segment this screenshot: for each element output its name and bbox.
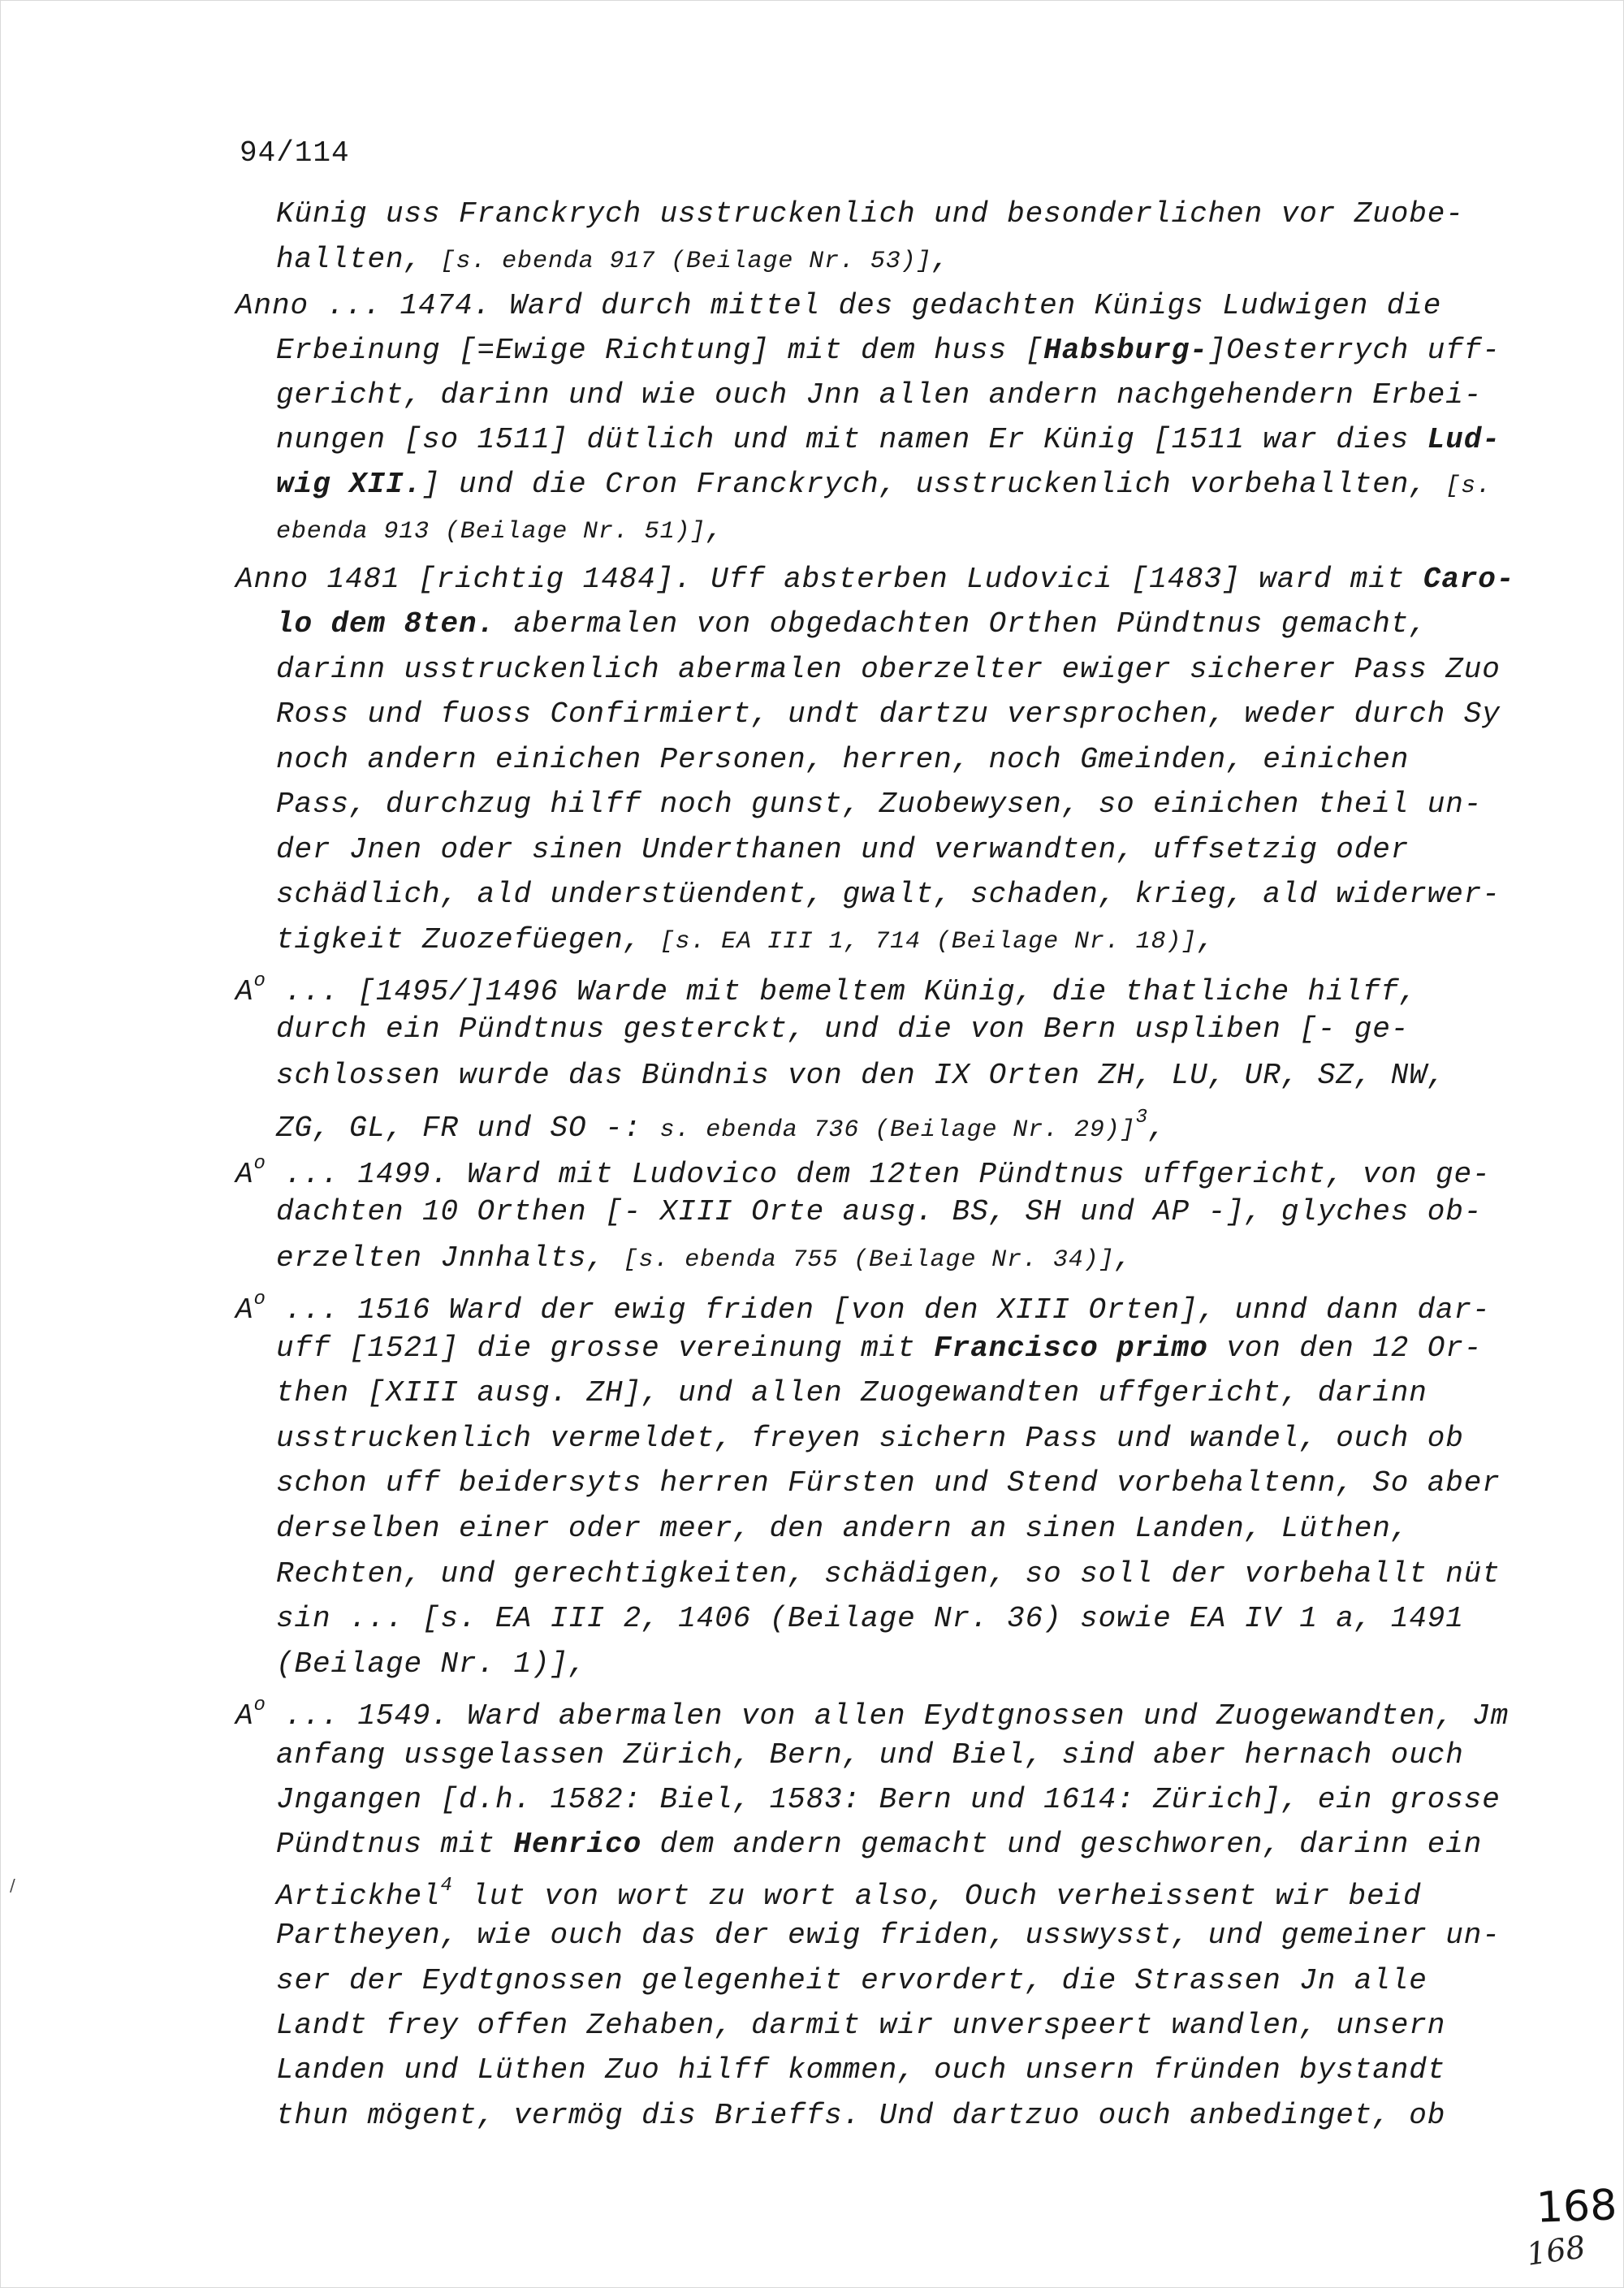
text-line [276, 1963, 1427, 1999]
text-segment: anfang ussgelassen Zürich, Bern, und Biel, sind aber hernach ouch [276, 1738, 1464, 1772]
text-segment: Erbeinung [=Ewige Richtung] mit dem huss [ [276, 334, 1044, 367]
text-line [276, 1466, 1501, 1501]
text-line [276, 697, 1501, 732]
text-segment: [s. EA III 1, 714 (Beilage Nr. 18)] [659, 928, 1198, 956]
text-segment: ... 1549. Ward abermalen von allen Eydtgnossen und Zuogewandten, Jm [266, 1699, 1510, 1733]
text-line [276, 1511, 1409, 1547]
text-segment: A [235, 975, 254, 1008]
text-segment: erzelten Jnnhalts, [276, 1241, 624, 1275]
text-segment: ] und die Cron Franckrych, usstruckenlich vorbehallten, [422, 468, 1446, 501]
text-segment: ebenda 913 (Beilage Nr. 51)] [276, 518, 706, 546]
text-line [276, 1241, 1133, 1278]
stamped-page-number: 168 [1535, 2181, 1618, 2233]
text-line [276, 242, 950, 279]
text-segment: , [931, 243, 950, 276]
text-segment: noch andern einichen Personen, herren, noch Gmeinden, einichen [276, 743, 1410, 776]
text-segment: ... 1499. Ward mit Ludovico dem 12ten Pündtnus uffgericht, von ge- [266, 1158, 1491, 1191]
bold-segment: Lud- [1427, 423, 1501, 456]
text-segment: durch ein Pündtnus gesterckt, und die von Bern uspliben [- ge- [276, 1012, 1410, 1046]
text-line [276, 2053, 1445, 2088]
text-segment: ... 1516 Ward der ewig friden [von den XIII Orten], unnd dann dar- [266, 1293, 1491, 1327]
superscript: 4 [440, 1875, 453, 1897]
text-line [276, 422, 1501, 458]
text-segment: , [1147, 1112, 1167, 1145]
text-segment: [s. ebenda 917 (Beilage Nr. 53)] [440, 248, 932, 275]
text-line [276, 1331, 1482, 1366]
text-segment: lut von wort zu wort also, Ouch verheissent wir beid [452, 1880, 1422, 1913]
text-segment: dachten 10 Orthen [- XIII Orte ausg. BS, SH und AP -], glyches ob- [276, 1195, 1483, 1228]
text-segment: darinn usstruckenlich abermalen oberzelter ewiger sicherer Pass Zuo [276, 653, 1501, 686]
text-segment: sin ... [s. EA III 2, 1406 (Beilage Nr. 36) sowie EA IV 1 a, 1491 [276, 1602, 1464, 1635]
text-segment: , [1114, 1241, 1133, 1275]
page-reference: 94/114 [240, 136, 350, 170]
text-segment: derselben einer oder meer, den andern an sinen Landen, Lüthen, [276, 1512, 1410, 1545]
text-segment: Anno ... 1474. Ward durch mittel des gedachten Künigs Ludwigen die [235, 289, 1442, 322]
bold-segment: Henrico [513, 1828, 642, 1861]
text-line [276, 1194, 1482, 1230]
text-line [276, 1012, 1409, 1047]
text-segment: [s. [1445, 473, 1492, 500]
text-line [276, 787, 1482, 822]
text-segment: nungen [so 1511] dütlich und mit namen Er Künig [1511 war dies [276, 423, 1427, 456]
text-line [235, 562, 1514, 598]
text-line [276, 467, 1492, 504]
text-line [235, 288, 1441, 324]
text-line [276, 922, 1216, 960]
text-line [276, 512, 724, 550]
bold-segment: Habsburg- [1043, 334, 1208, 367]
text-segment: schon uff beidersyts herren Fürsten und Stend vorbehaltenn, So aber [276, 1466, 1501, 1500]
text-segment: Landt frey offen Zehaben, darmit wir unverspeert wandlen, unsern [276, 2009, 1446, 2042]
margin-mark: / [10, 1876, 15, 1895]
text-segment: Anno 1481 [richtig 1484]. Uff absterben Ludovici [1483] ward mit [235, 563, 1423, 596]
bold-segment: Francisco primo [934, 1332, 1208, 1365]
text-line [276, 378, 1482, 413]
text-line [276, 196, 1464, 232]
text-line [276, 1827, 1482, 1863]
text-line [276, 652, 1501, 688]
text-segment: der Jnen oder sinen Underthanen und verwandten, uffsetzig oder [276, 833, 1410, 866]
text-segment: Jngangen [d.h. 1582: Biel, 1583: Bern und 1614: Zürich], ein grosse [276, 1783, 1501, 1816]
text-segment: ser der Eydtgnossen gelegenheit ervordert, die Strassen Jn alle [276, 1964, 1427, 1997]
text-segment: Rechten, und gerechtigkeiten, schädigen, so soll der vorbehallt nüt [276, 1557, 1501, 1591]
text-line [235, 1691, 1509, 1734]
text-segment: tigkeit Zuozefüegen, [276, 923, 660, 956]
text-segment: A [235, 1158, 254, 1191]
text-segment: usstruckenlich vermeldet, freyen sichern Pass und wandel, ouch ob [276, 1422, 1464, 1455]
text-line [235, 1150, 1491, 1193]
text-segment: Pass, durchzug hilff noch gunst, Zuobewysen, so einichen theil un- [276, 788, 1483, 821]
text-segment: A [235, 1293, 254, 1327]
superscript: o [253, 1694, 266, 1716]
text-line [276, 2008, 1445, 2044]
text-segment: (Beilage Nr. 1)], [276, 1647, 587, 1681]
text-segment: dem andern gemacht und geschworen, darinn ein [641, 1828, 1483, 1861]
text-line [276, 333, 1501, 369]
text-line [276, 1375, 1427, 1411]
text-segment: hallten, [276, 243, 441, 276]
text-segment: Ross und fuoss Confirmiert, undt dartzu versprochen, weder durch Sy [276, 697, 1501, 731]
text-line [235, 967, 1418, 1010]
text-line [276, 1782, 1501, 1818]
text-segment: [s. ebenda 755 (Beilage Nr. 34)] [623, 1246, 1115, 1274]
bold-segment: wig XII. [276, 468, 423, 501]
text-segment: Landen und Lüthen Zuo hilff kommen, ouch unsern fründen bystandt [276, 2053, 1446, 2087]
text-segment: , [1197, 923, 1216, 956]
text-segment: schädlich, ald understüendent, gwalt, schaden, krieg, ald widerwer- [276, 878, 1501, 911]
text-segment: ZG, GL, FR und SO -: [276, 1112, 660, 1145]
text-segment: Pündtnus mit [276, 1828, 514, 1861]
text-line [276, 2098, 1445, 2134]
text-segment: ... [1495/]1496 Warde mit bemeltem Künig, die thatliche hilff, [266, 975, 1418, 1008]
text-segment: thun mögent, vermög dis Brieffs. Und dartzuo ouch anbedinget, ob [276, 2099, 1446, 2132]
text-segment: , [706, 513, 724, 546]
text-line [276, 1058, 1445, 1094]
superscript: o [253, 970, 266, 992]
bold-segment: Caro- [1423, 563, 1515, 596]
text-segment: gericht, darinn und wie ouch Jnn allen andern nachgehendern Erbei- [276, 378, 1483, 412]
text-segment: uff [1521] die grosse vereinung mit [276, 1332, 935, 1365]
text-segment: schlossen wurde das Bündnis von den IX Orten ZH, LU, UR, SZ, NW, [276, 1059, 1446, 1092]
superscript: 3 [1135, 1107, 1148, 1129]
superscript: o [253, 1289, 266, 1310]
text-line [276, 607, 1427, 642]
text-segment: abermalen von obgedachten Orthen Pündtnus gemacht, [495, 607, 1427, 641]
text-line [276, 877, 1501, 913]
text-line [276, 742, 1409, 778]
text-line [276, 1601, 1464, 1637]
text-segment: von den 12 Or- [1207, 1332, 1483, 1365]
text-segment: s. ebenda 736 (Beilage Nr. 29)] [659, 1116, 1136, 1144]
text-line [276, 1918, 1501, 1953]
text-segment: then [XIII ausg. ZH], und allen Zuogewandten uffgericht, darinn [276, 1376, 1427, 1409]
text-segment: Partheyen, wie ouch das der ewig friden, usswysst, und gemeiner un- [276, 1919, 1501, 1952]
bold-segment: lo dem 8ten. [276, 607, 496, 641]
text-segment: Künig uss Franckrych usstruckenlich und besonderlichen vor Zuobe- [276, 197, 1464, 231]
text-segment: Artickhel [276, 1880, 441, 1913]
text-line [235, 1285, 1491, 1328]
text-line [276, 832, 1409, 868]
superscript: o [253, 1153, 266, 1175]
text-line [276, 1738, 1464, 1773]
handwritten-page-number: 168 [1524, 2229, 1588, 2273]
text-segment: A [235, 1699, 254, 1733]
text-line [276, 1647, 587, 1682]
text-line [276, 1103, 1166, 1148]
text-line [276, 1871, 1422, 1915]
text-segment: ]Oesterrych uff- [1207, 334, 1501, 367]
text-line [276, 1421, 1464, 1457]
text-line [276, 1556, 1501, 1592]
